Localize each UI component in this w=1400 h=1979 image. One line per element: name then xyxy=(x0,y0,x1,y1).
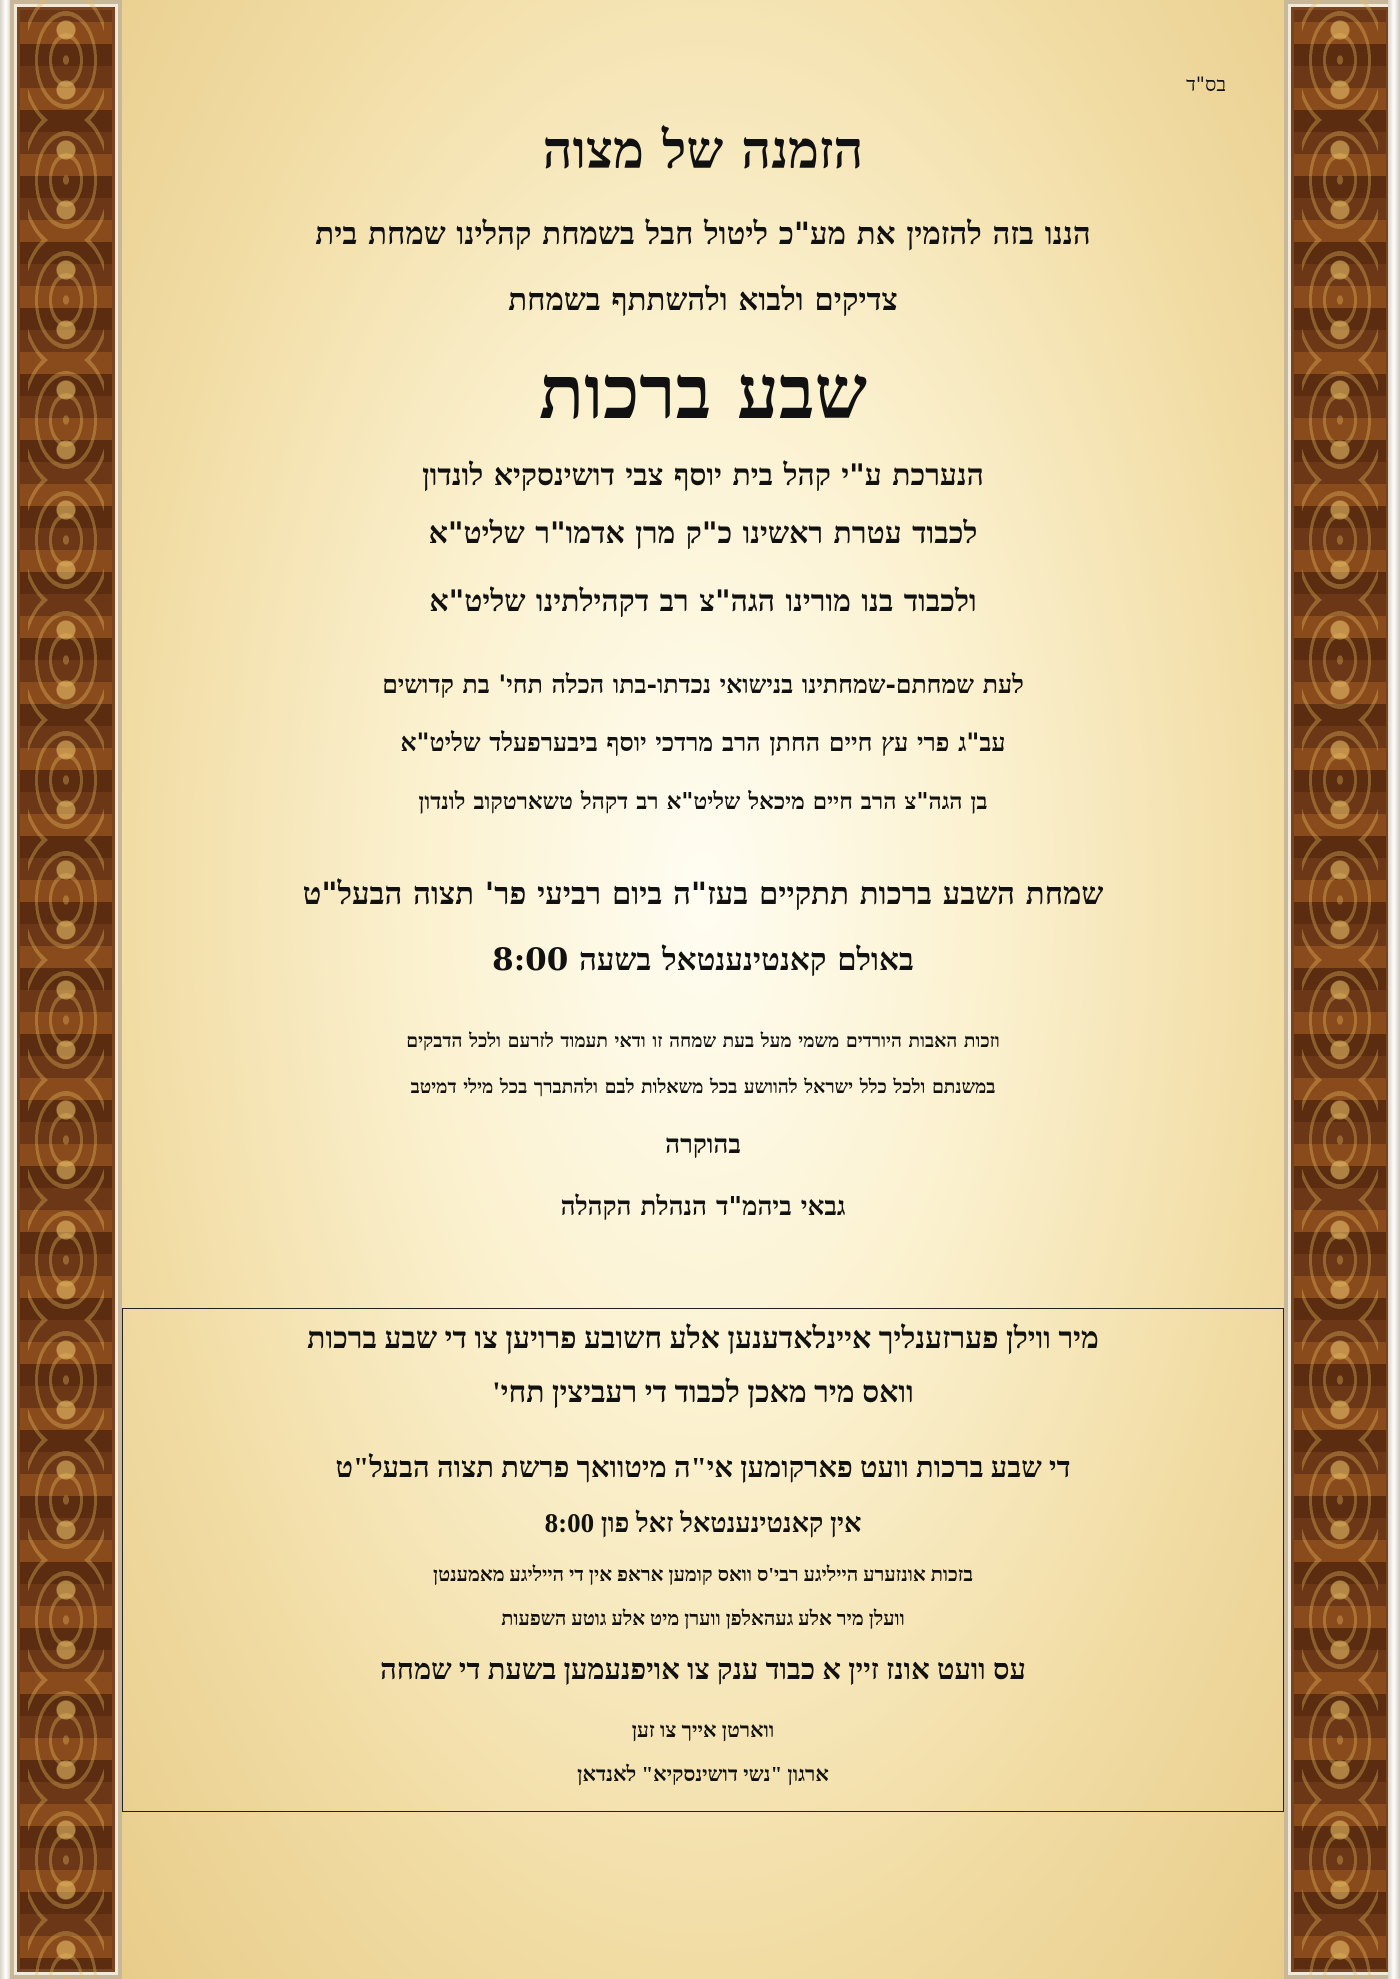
organizer-line: הנערכת ע"י קהל בית יוסף צבי דושינסקיא לונדון xyxy=(422,458,984,493)
right-edge-strip xyxy=(1388,0,1400,1979)
event-date-line: שמחת השבע ברכות תתקיים בעז"ה ביום רביעי פר' תצוה הבעל"ט xyxy=(302,876,1104,912)
honoree-line-1: לכבוד עטרת ראשינו כ"ק מרן אדמו"ר שליט"א xyxy=(428,516,978,551)
occasion-line-1: לעת שמחתם-שמחתינו בנישואי נכדתו-בתו הכלה תחי' בת קדושים xyxy=(382,670,1024,699)
right-ornamental-border xyxy=(1284,0,1396,1979)
signatories: גבאי ביהמ"ד הנהלת הקהלה xyxy=(560,1192,846,1222)
yiddish-line-8: ווארטן אייך צו זען xyxy=(631,1718,775,1742)
bsd-mark: בס"ד xyxy=(1186,72,1226,96)
yiddish-line-1: מיר ווילן פערזענליך איינלאדענען אלע חשובע פרויען צו די שבע ברכות xyxy=(307,1322,1099,1355)
yiddish-line-7: עס וועט אונז זיין א כבוד ענק צו אויפנעמען בשעת די שמחה xyxy=(380,1654,1026,1686)
blessing-line-2: במשנתם ולכל כלל ישראל להוושע בכל משאלות לבם ולהתברך בכל מילי דמיטב xyxy=(410,1076,996,1098)
yiddish-line-5: בזכות אונזערע הייליגע רבי'ס וואס קומען אראפ אין די הייליגע מאמענטן xyxy=(433,1564,973,1586)
invitation-paper xyxy=(122,0,1284,1979)
invitation-intro-line-2: צדיקים ולבוא ולהשתתף בשמחת xyxy=(508,282,898,318)
event-venue-time-line: באולם קאנטינענטאל בשעה 8:00 xyxy=(492,942,914,978)
occasion-line-3: בן הגה"צ הרב חיים מיכאל שליט"א רב דקהל טשארטקוב לונדון xyxy=(418,788,988,815)
blessing-line-1: וזכות האבות היורדים משמי מעל בעת שמחה זו ודאי תעמוד לזרעם ולכל הדבקים xyxy=(406,1030,1000,1052)
sheva-brachos-heading: שבע ברכות xyxy=(539,350,867,436)
invitation-title: הזמנה של מצוה xyxy=(542,120,864,181)
left-ornamental-border xyxy=(10,0,122,1979)
yiddish-line-6: וועלן מיר אלע געהאלפן ווערן מיט אלע גוטע השפעות xyxy=(501,1608,905,1630)
occasion-line-2: עב"ג פרי עץ חיים החתן הרב מרדכי יוסף ביבערפעלד שליט"א xyxy=(400,728,1006,757)
yiddish-signature: ארגון "נשי דושינסקיא" לאנדאן xyxy=(577,1762,829,1786)
honoree-line-2: ולכבוד בנו מורינו הגה"צ רב דקהילתינו שליט"א xyxy=(429,584,977,619)
closing-regards: בהוקרה xyxy=(665,1130,741,1160)
left-border-swirls xyxy=(28,0,104,1979)
yiddish-line-4: אין קאנטינענטאל זאל פון 8:00 xyxy=(544,1508,862,1538)
right-border-swirls xyxy=(1302,0,1378,1979)
invitation-intro-line-1: הננו בזה להזמין את מע"כ ליטול חבל בשמחת קהלינו שמחת בית xyxy=(315,216,1091,252)
yiddish-line-3: די שבע ברכות וועט פארקומען אי"ה מיטוואך פרשת תצוה הבעל"ט xyxy=(335,1452,1071,1484)
yiddish-line-2: וואס מיר מאכן לכבוד די רעביצין תחי' xyxy=(492,1376,914,1409)
yiddish-invitation-box xyxy=(122,1308,1284,1812)
